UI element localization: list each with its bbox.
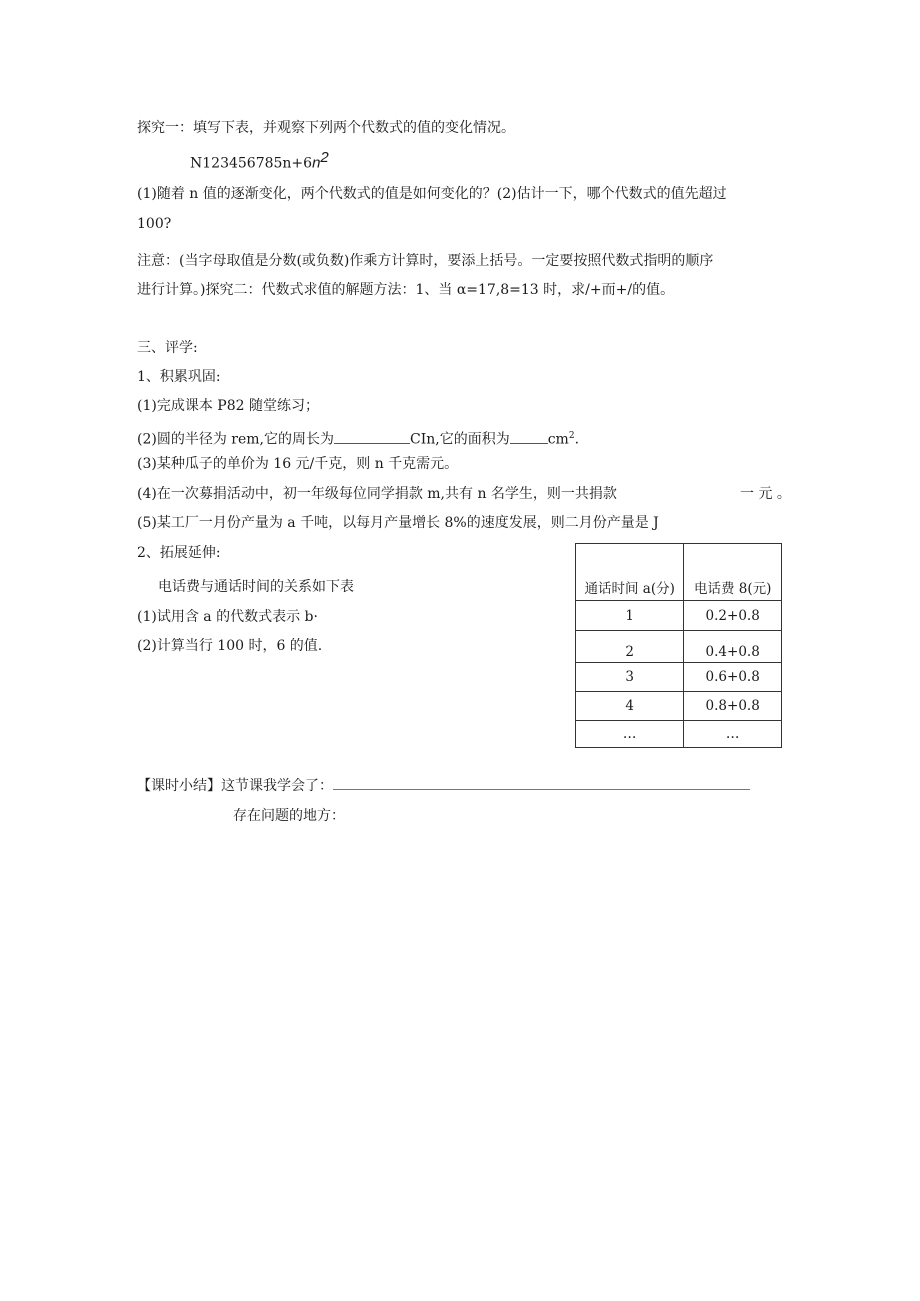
summary-problems: 存在问题的地方： xyxy=(233,808,345,824)
table-row xyxy=(576,601,782,631)
table-cell-time: 3 xyxy=(576,663,684,692)
circumference-blank[interactable] xyxy=(334,429,410,444)
summary-row xyxy=(137,776,750,796)
section3-sub1: 1、积累巩固: xyxy=(137,369,221,385)
table-cell-time: 1 xyxy=(576,601,684,631)
exercise-2 xyxy=(137,426,579,450)
area-blank[interactable] xyxy=(510,429,548,444)
header-call-time: 通话时间 a(分) xyxy=(576,544,684,601)
exercise-2-unit-exp: 2 xyxy=(568,431,575,441)
extension-q1: (1)试用含 a 的代数式表示 b· xyxy=(137,609,318,625)
table-cell-fee: 0.6+0.8 xyxy=(684,663,782,692)
extension-q2: (2)计算当行 100 时，6 的值. xyxy=(137,638,323,654)
formula-n: n xyxy=(312,154,321,172)
formula-exponent: 2 xyxy=(320,149,329,166)
table-cell-fee: … xyxy=(684,721,782,748)
explore1-formula xyxy=(190,148,329,174)
explore1-question-line2: 100? xyxy=(137,216,172,232)
formula-main: N123456785n+6 xyxy=(190,155,313,172)
exercise-2-text-a: (2)圆的半径为 rem,它的周长为 xyxy=(137,431,334,448)
summary-answer-line[interactable] xyxy=(333,776,750,790)
exercise-1: (1)完成课本 P82 随堂练习； xyxy=(137,398,319,414)
table-cell-time: … xyxy=(576,721,684,748)
section3-title: 三、评学: xyxy=(137,340,198,356)
table-cell-fee: 0.8+0.8 xyxy=(684,692,782,721)
table-cell-fee: 0.4+0.8 xyxy=(684,631,782,663)
extension-intro: 电话费与通话时间的关系如下表 xyxy=(158,579,354,595)
table-cell-fee: 0.2+0.8 xyxy=(684,601,782,631)
exercise-4-tail: 一 元 。 xyxy=(740,486,791,502)
explore1-question-line1: (1)随着 n 值的逐渐变化，两个代数式的值是如何变化的？(2)估计一下，哪个代数式的值先超过 xyxy=(137,186,727,202)
exercise-2-text-b: CIn,它的面积为 xyxy=(409,431,510,448)
exercise-3: (3)某种瓜子的单价为 16 元/千克，则 n 千克需元。 xyxy=(137,456,459,472)
explore1-intro: 探究一：填写下表，并观察下列两个代数式的值的变化情况。 xyxy=(137,120,515,136)
phone-fee-table xyxy=(575,543,782,748)
exercise-2-period: . xyxy=(574,431,580,448)
summary-label: 【课时小结】这节课我学会了： xyxy=(137,778,333,794)
table-row xyxy=(576,692,782,721)
exercise-4: (4)在一次募捐活动中，初一年级每位同学捐款 m,共有 n 名学生，则一共捐款 xyxy=(137,486,617,502)
exercise-2-unit: cm xyxy=(547,431,569,448)
exercise-5: (5)某工厂一月份产量为 a 千吨，以每月产量增长 8%的速度发展，则二月份产量是 J xyxy=(137,515,659,531)
note-line2: 进行计算。)探究二：代数式求值的解题方法：1、当 α=17,8=13 时，求/+而+/的值。 xyxy=(137,282,675,298)
table-header-row xyxy=(576,544,782,601)
table-cell-time: 4 xyxy=(576,692,684,721)
table-row xyxy=(576,663,782,692)
header-phone-fee: 电话费 8(元) xyxy=(684,544,782,601)
table-row xyxy=(576,721,782,748)
table-row xyxy=(576,631,782,663)
section3-sub2: 2、拓展延伸: xyxy=(137,545,221,561)
table-cell-time: 2 xyxy=(576,631,684,663)
note-line1: 注意：(当字母取值是分数(或负数)作乘方计算时，要添上括号。一定要按照代数式指明的顺序 xyxy=(137,253,714,269)
